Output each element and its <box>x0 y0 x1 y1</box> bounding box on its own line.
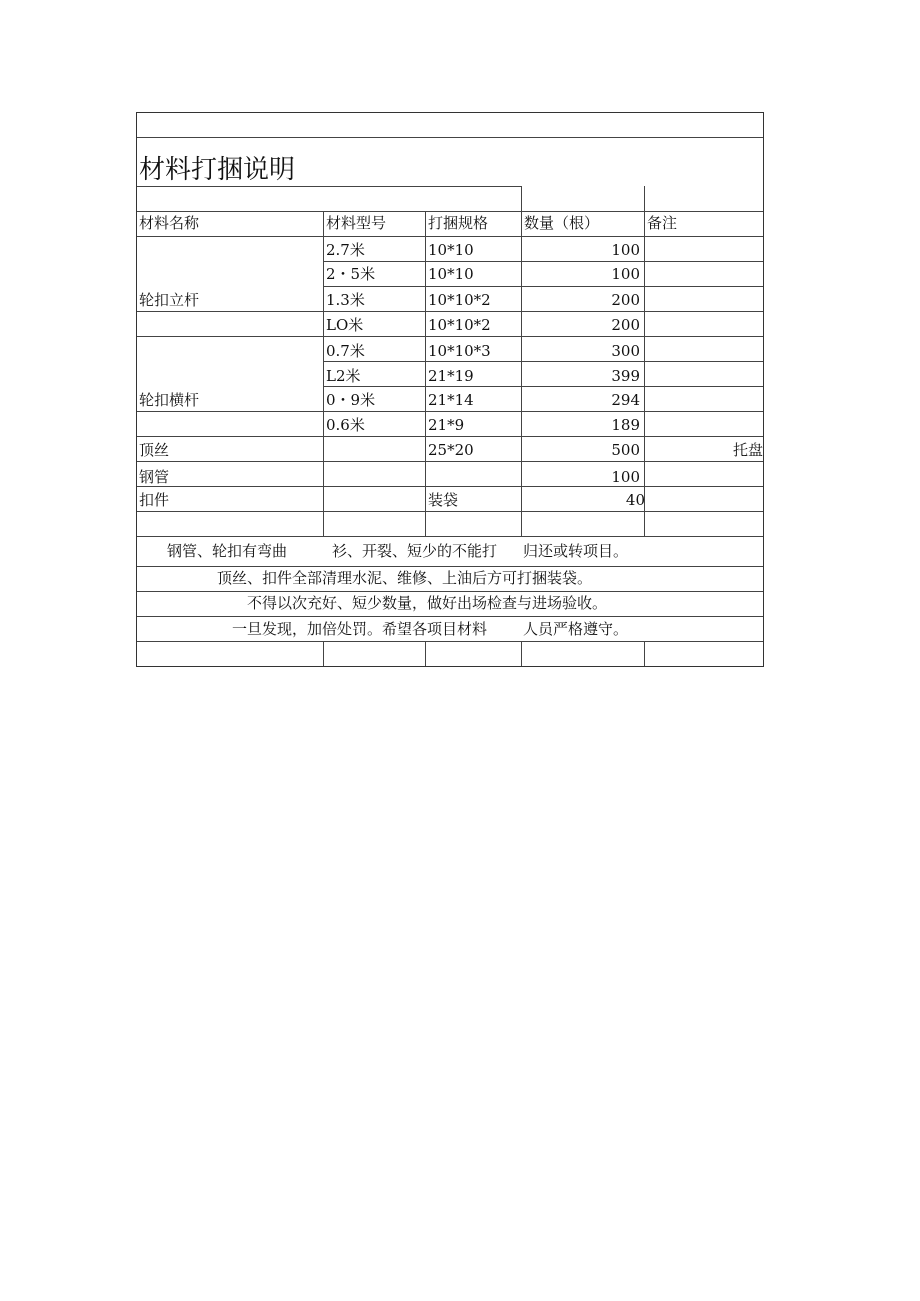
cell-quantity: 200 <box>611 316 640 334</box>
grid-line <box>323 211 324 536</box>
grid-line <box>137 616 763 617</box>
note-line-4b: 人员严格遵守。 <box>523 620 629 638</box>
cell-spec: 21*14 <box>428 391 474 409</box>
cell-spec: 21*9 <box>428 416 465 434</box>
note-line-1b: 衫、开裂、短少的不能打 <box>332 542 498 560</box>
cell-model: 0.6米 <box>326 416 365 434</box>
cell-material-name: 扣件 <box>139 491 170 509</box>
sheet-title: 材料打捆说明 <box>139 155 296 185</box>
cell-quantity: 399 <box>611 367 640 385</box>
cell-spec: 10*10 <box>428 241 474 259</box>
grid-line <box>137 486 763 487</box>
cell-quantity: 294 <box>611 391 640 409</box>
cell-spec: 10*10*2 <box>428 316 491 334</box>
grid-line <box>137 511 763 512</box>
cell-quantity: 300 <box>611 342 640 360</box>
grid-line <box>137 211 763 212</box>
cell-quantity: 500 <box>611 441 640 459</box>
grid-line <box>137 336 763 337</box>
cell-material-name: 顶丝 <box>139 441 170 459</box>
grid-line <box>137 591 763 592</box>
cell-quantity: 200 <box>611 291 640 309</box>
grid-line <box>137 641 763 642</box>
cell-model: 1.3米 <box>326 291 365 309</box>
cell-model: 0.7米 <box>326 342 365 360</box>
grid-line <box>323 641 324 666</box>
grid-line <box>521 641 522 666</box>
cell-material-name: 轮扣横杆 <box>139 391 200 409</box>
cell-material-name: 轮扣立杆 <box>139 291 200 309</box>
cell-material-name: 钢管 <box>139 468 170 486</box>
cell-spec: 25*20 <box>428 441 474 459</box>
cell-spec: 10*10 <box>428 265 474 283</box>
grid-line <box>644 641 645 666</box>
cell-model: 2・5米 <box>326 265 376 283</box>
note-line-4a: 一旦发现，加倍处罚。希望各项目材料 <box>232 620 488 638</box>
note-line-1c: 归还或转项目。 <box>523 542 629 560</box>
cell-model: 0・9米 <box>326 391 376 409</box>
cell-quantity: 100 <box>611 468 640 486</box>
material-bundling-table <box>136 112 764 667</box>
grid-line <box>137 461 763 462</box>
cell-spec: 21*19 <box>428 367 474 385</box>
grid-line <box>137 236 763 237</box>
cell-model: L2米 <box>326 367 361 385</box>
grid-line <box>323 261 763 262</box>
note-line-2: 顶丝、扣件全部清理水泥、维修、上油后方可打捆装袋。 <box>217 569 593 587</box>
cell-quantity: 40 <box>625 491 645 509</box>
cell-quantity: 100 <box>611 241 640 259</box>
grid-line <box>323 386 763 387</box>
grid-line <box>425 641 426 666</box>
header-material-name: 材料名称 <box>139 214 200 232</box>
grid-line <box>644 186 645 536</box>
grid-line <box>521 186 522 536</box>
note-line-3: 不得以次充好、短少数量，做好出场检查与进场验收。 <box>247 594 608 612</box>
grid-line <box>137 436 763 437</box>
cell-spec: 10*10*3 <box>428 342 491 360</box>
grid-line <box>323 361 763 362</box>
header-bundle-spec: 打捆规格 <box>428 214 489 232</box>
note-line-1a: 钢管、轮扣有弯曲 <box>167 542 288 560</box>
cell-quantity: 189 <box>611 416 640 434</box>
cell-spec: 10*10*2 <box>428 291 491 309</box>
grid-line <box>137 311 763 312</box>
grid-line <box>137 536 763 537</box>
grid-line <box>137 566 763 567</box>
cell-spec: 装袋 <box>428 491 459 509</box>
grid-line <box>323 286 763 287</box>
header-quantity: 数量（根） <box>524 214 600 232</box>
header-material-model: 材料型号 <box>326 214 387 232</box>
cell-model: LO米 <box>326 316 364 334</box>
cell-remarks: 托盘 <box>732 441 763 459</box>
grid-line <box>425 211 426 536</box>
grid-line <box>137 137 763 138</box>
cell-quantity: 100 <box>611 265 640 283</box>
grid-line <box>137 411 763 412</box>
header-remarks: 备注 <box>647 214 678 232</box>
cell-model: 2.7米 <box>326 241 365 259</box>
